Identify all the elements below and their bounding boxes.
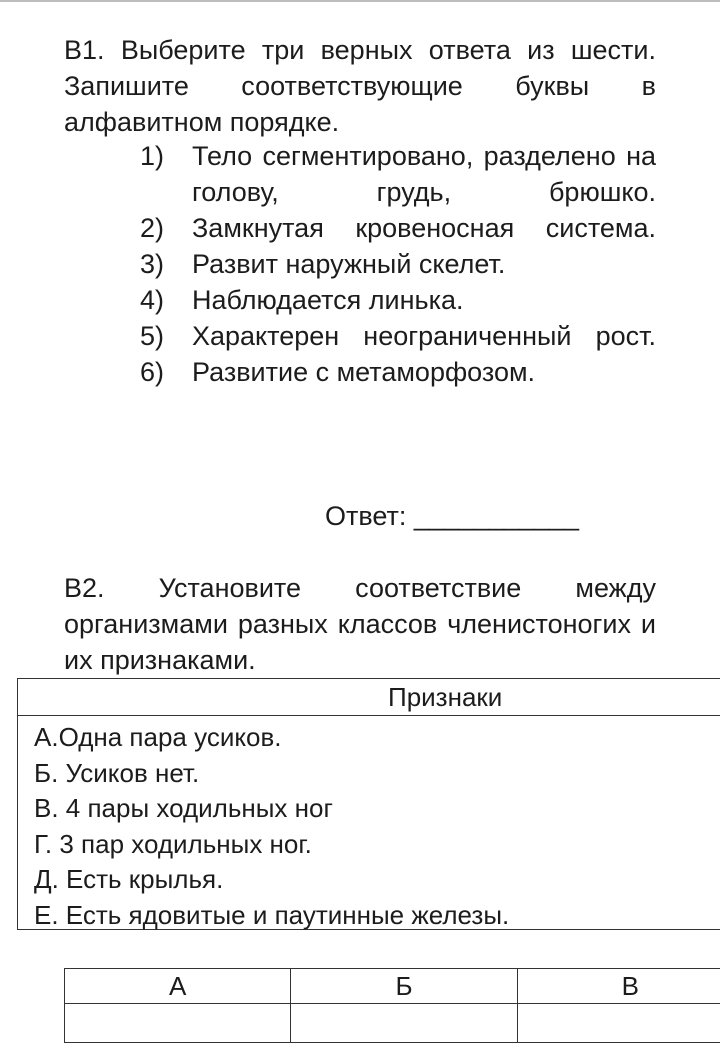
answer-cell[interactable] bbox=[517, 1004, 720, 1043]
option-text: Наблюдается линька. bbox=[192, 285, 464, 315]
option-text: Характерен неограниченный рост. bbox=[192, 321, 656, 351]
answer-option bbox=[140, 246, 656, 282]
feature-item: Б. Усиков нет. bbox=[34, 757, 200, 788]
option-number: 5) bbox=[140, 321, 165, 351]
option-number: 2) bbox=[140, 213, 165, 243]
answer-line-b1: Ответ: ___________ bbox=[325, 501, 580, 531]
answer-option bbox=[140, 210, 656, 246]
answer-grid-header-row bbox=[65, 969, 720, 1004]
answer-option bbox=[140, 354, 656, 390]
answer-grid bbox=[64, 968, 720, 1043]
answer-cell[interactable] bbox=[65, 1004, 291, 1043]
features-header-row bbox=[18, 679, 720, 716]
option-number: 6) bbox=[140, 357, 165, 387]
answer-column-header: Б bbox=[291, 969, 517, 1004]
answer-option bbox=[140, 282, 656, 318]
feature-item: В. 4 пары ходильных ног bbox=[34, 793, 333, 823]
option-text: Замкнутая кровеносная система. bbox=[192, 213, 656, 243]
features-list bbox=[18, 716, 720, 933]
option-number: 1) bbox=[140, 141, 165, 171]
option-number: 3) bbox=[140, 249, 165, 279]
question-b2-text: В2. Установите соответствие между организмами разных классов членистоногих и их признаками. bbox=[64, 573, 656, 675]
answer-grid-input-row bbox=[65, 1004, 720, 1043]
option-number: 4) bbox=[140, 285, 165, 315]
answer-column-header: В bbox=[517, 969, 720, 1004]
answer-column-header: А bbox=[65, 969, 291, 1004]
answer-option bbox=[140, 138, 656, 210]
top-border bbox=[0, 0, 720, 2]
features-header: Признаки bbox=[388, 682, 503, 712]
feature-item: А.Одна пара усиков. bbox=[34, 722, 282, 752]
option-text: Развитие с метаморфозом. bbox=[192, 357, 536, 387]
question-b1-text: В1. Выберите три верных ответа из шести. Запишите соответствующие буквы в алфавитном порядке. bbox=[64, 35, 656, 137]
question-b2 bbox=[64, 570, 656, 678]
feature-item: Е. Есть ядовитые и паутинные железы. bbox=[34, 899, 510, 930]
answer-option bbox=[140, 318, 656, 354]
features-table bbox=[17, 678, 720, 930]
option-text: Тело сегментировано, разделено на голову, грудь, брюшко. bbox=[192, 141, 656, 207]
answer-options-list bbox=[140, 138, 656, 390]
answer-cell[interactable] bbox=[291, 1004, 517, 1043]
question-b1 bbox=[64, 32, 656, 140]
feature-item: Д. Есть крылья. bbox=[34, 864, 224, 894]
option-text: Развит наружный скелет. bbox=[192, 249, 506, 279]
feature-item: Г. 3 пар ходильных ног. bbox=[34, 828, 312, 859]
